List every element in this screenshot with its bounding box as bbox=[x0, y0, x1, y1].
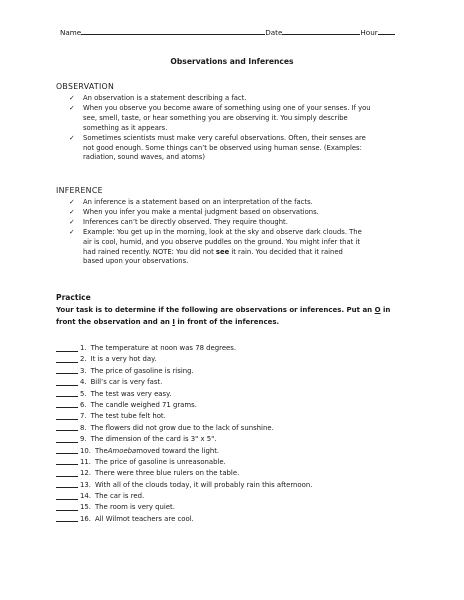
item-text: With all of the clouds today, it will probably rain this afternoon. bbox=[94, 480, 313, 489]
bullet-text-part: it rain. You decided that it rained bbox=[229, 247, 343, 256]
answer-blank[interactable] bbox=[56, 366, 78, 375]
name-label: Name bbox=[60, 28, 82, 37]
date-field[interactable] bbox=[282, 27, 360, 35]
bullet-text: When you observe you become aware of something using one of your senses. If you bbox=[83, 103, 371, 112]
inference-heading: INFERENCE bbox=[56, 186, 103, 195]
inference-list bbox=[69, 198, 421, 267]
instruction-text: front the observation and an bbox=[56, 317, 173, 326]
item-number: 15. bbox=[80, 503, 91, 512]
practice-instructions bbox=[56, 305, 426, 328]
bullet-text: air is cool, humid, and you observe puddles on the ground. You might infer that it bbox=[83, 237, 360, 246]
list-item bbox=[56, 411, 426, 422]
observation-heading: OBSERVATION bbox=[56, 82, 115, 91]
checkmark-icon: ✓ bbox=[69, 217, 75, 226]
checkmark-icon: ✓ bbox=[69, 94, 75, 102]
item-text: The dimension of the card is 3" x 5". bbox=[90, 435, 217, 444]
list-item bbox=[56, 502, 426, 513]
list-item bbox=[56, 514, 426, 525]
item-text: The bbox=[94, 446, 108, 455]
list-item bbox=[56, 491, 426, 502]
answer-blank[interactable] bbox=[56, 400, 78, 409]
list-item bbox=[69, 198, 421, 208]
list-item bbox=[56, 434, 426, 445]
item-number: 10. bbox=[80, 446, 91, 455]
list-item bbox=[56, 343, 426, 354]
answer-blank[interactable] bbox=[56, 377, 78, 386]
item-text: The room is very quiet. bbox=[94, 503, 175, 512]
item-number: 1. bbox=[80, 344, 87, 352]
list-item bbox=[56, 480, 426, 491]
item-number: 16. bbox=[80, 514, 91, 523]
bullet-text: Inferences can’t be directly observed. They require thought. bbox=[83, 217, 288, 226]
answer-blank[interactable] bbox=[56, 389, 78, 398]
item-text: All Wilmot teachers are cool. bbox=[94, 514, 194, 523]
header-line bbox=[60, 27, 412, 37]
item-number: 11. bbox=[80, 457, 91, 466]
answer-blank[interactable] bbox=[56, 434, 78, 443]
item-text: There were three blue rulers on the table. bbox=[94, 469, 240, 478]
item-text: The test was very easy. bbox=[90, 389, 172, 398]
list-item bbox=[69, 218, 421, 228]
bullet-text: Example: You get up in the morning, look at the sky and observe dark clouds. The bbox=[83, 227, 362, 236]
observation-list bbox=[69, 94, 421, 163]
checkmark-icon: ✓ bbox=[69, 198, 75, 206]
list-item bbox=[56, 377, 426, 388]
item-number: 13. bbox=[80, 480, 91, 489]
item-text: The test tube felt hot. bbox=[90, 412, 166, 421]
hour-field[interactable] bbox=[378, 27, 395, 35]
answer-blank[interactable] bbox=[56, 343, 78, 352]
item-number: 8. bbox=[80, 423, 87, 432]
item-text: The price of gasoline is unreasonable. bbox=[94, 457, 226, 466]
item-number: 7. bbox=[80, 412, 87, 421]
bullet-text: not good enough. Some things can’t be observed using human sense. (Examples: bbox=[83, 143, 362, 152]
bullet-text: Sometimes scientists must make very careful observations. Often, their senses are bbox=[83, 133, 366, 142]
list-item bbox=[56, 366, 426, 377]
checkmark-icon: ✓ bbox=[69, 103, 75, 112]
answer-blank[interactable] bbox=[56, 354, 78, 363]
item-number: 3. bbox=[80, 366, 87, 375]
name-field[interactable] bbox=[81, 27, 265, 35]
list-item bbox=[56, 423, 426, 434]
answer-blank[interactable] bbox=[56, 514, 78, 523]
bullet-text: When you infer you make a mental judgment based on observations. bbox=[83, 207, 319, 216]
item-number: 12. bbox=[80, 469, 91, 478]
item-text: The flowers did not grow due to the lack of sunshine. bbox=[90, 423, 274, 432]
practice-heading: Practice bbox=[56, 293, 91, 302]
answer-blank[interactable] bbox=[56, 480, 78, 489]
list-item bbox=[56, 457, 426, 468]
emphasis-see: see bbox=[215, 247, 230, 256]
list-item bbox=[56, 400, 426, 411]
bullet-text bbox=[83, 248, 421, 258]
checkmark-icon: ✓ bbox=[69, 207, 75, 216]
bullet-text: An inference is a statement based on an interpretation of the facts. bbox=[83, 198, 313, 206]
list-item bbox=[56, 446, 426, 457]
item-text: Bill’s car is very fast. bbox=[90, 378, 163, 387]
list-item bbox=[69, 134, 421, 164]
answer-blank[interactable] bbox=[56, 446, 78, 455]
answer-blank[interactable] bbox=[56, 457, 78, 466]
item-text: The price of gasoline is rising. bbox=[90, 366, 194, 375]
answer-blank[interactable] bbox=[56, 468, 78, 477]
bullet-text-part: had rained recently. NOTE: You did not bbox=[83, 247, 216, 256]
list-item bbox=[69, 228, 421, 268]
page-title: Observations and Inferences bbox=[170, 57, 294, 66]
list-item bbox=[56, 468, 426, 479]
answer-blank[interactable] bbox=[56, 502, 78, 511]
letter-i: I bbox=[172, 317, 175, 326]
checkmark-icon: ✓ bbox=[69, 227, 75, 236]
item-number: 14. bbox=[80, 492, 91, 501]
item-number: 6. bbox=[80, 400, 87, 409]
instruction-text: in front of the inferences. bbox=[174, 317, 280, 326]
item-text-italic: Amoeba bbox=[107, 446, 137, 455]
item-text: The temperature at noon was 78 degrees. bbox=[90, 344, 237, 352]
item-text: The car is red. bbox=[94, 492, 145, 501]
bullet-text: An observation is a statement describing a fact. bbox=[83, 94, 247, 102]
list-item bbox=[56, 354, 426, 365]
bullet-text: based upon your observations. bbox=[83, 257, 189, 266]
item-text: It is a very hot day. bbox=[90, 355, 157, 364]
item-number: 4. bbox=[80, 378, 87, 387]
practice-items bbox=[56, 343, 426, 525]
letter-o: O bbox=[374, 306, 381, 314]
item-text: moved toward the light. bbox=[136, 446, 220, 455]
item-number: 9. bbox=[80, 435, 87, 444]
bullet-text: radiation, sound waves, and atoms) bbox=[83, 153, 205, 162]
answer-blank[interactable] bbox=[56, 491, 78, 500]
instruction-text: Your task is to determine if the following are observations or inferences. Put an bbox=[56, 306, 375, 314]
list-item bbox=[69, 104, 421, 134]
bullet-text: something as it appears. bbox=[83, 123, 168, 132]
list-item bbox=[69, 208, 421, 218]
checkmark-icon: ✓ bbox=[69, 133, 75, 142]
instruction-text: in bbox=[380, 306, 391, 314]
hour-label: Hour bbox=[360, 28, 378, 37]
list-item bbox=[56, 389, 426, 400]
answer-blank[interactable] bbox=[56, 411, 78, 420]
list-item bbox=[69, 94, 421, 104]
answer-blank[interactable] bbox=[56, 423, 78, 432]
item-number: 2. bbox=[80, 355, 87, 364]
item-text: The candle weighed 71 grams. bbox=[90, 400, 197, 409]
item-number: 5. bbox=[80, 389, 87, 398]
date-label: Date bbox=[265, 28, 283, 37]
bullet-text: see, smell, taste, or hear something you are observing it. You simply describe bbox=[83, 113, 348, 122]
